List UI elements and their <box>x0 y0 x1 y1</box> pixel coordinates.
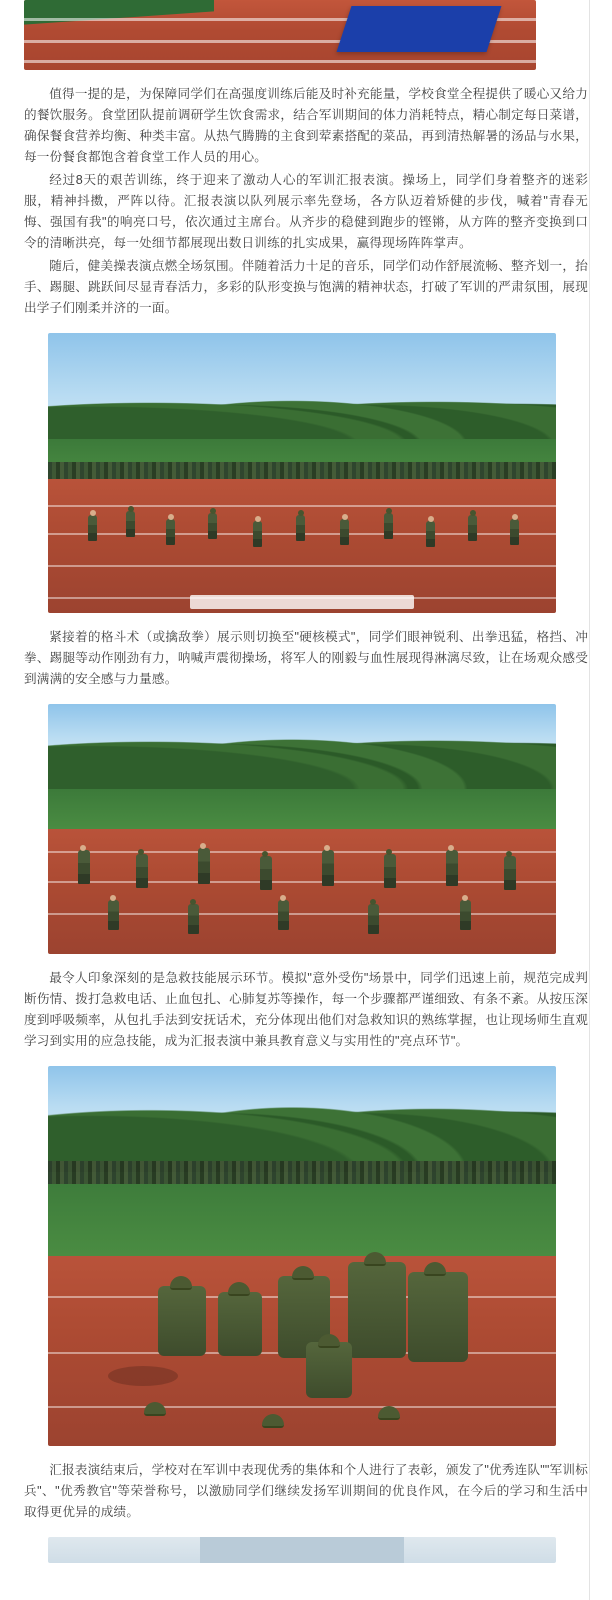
photo-banner <box>190 595 414 609</box>
paragraph-3: 随后，健美操表演点燃全场氛围。伴随着活力十足的音乐，同学们动作舒展流畅、整齐划一，抬手、踢腿、跳跃间尽显青春活力，多彩的队形变换与饱满的精神状态，打破了军训的严肃氛围，展现出学子们刚柔并济的一面。 <box>24 259 588 315</box>
photo-combat-skills <box>48 704 556 954</box>
photo-report-performance <box>48 333 556 613</box>
paragraph-6: 汇报表演结束后，学校对在军训中表现优秀的集体和个人进行了表彰，颁发了"优秀连队""军训标兵"、"优秀教官"等荣誉称号，以激励同学们继续发扬军训期间的优良作风，在今后的学习和生活中取得更优异的成绩。 <box>24 1463 588 1519</box>
figure-track-top <box>24 0 536 70</box>
student-figure <box>368 904 379 934</box>
photo-running-track-partial <box>24 0 536 70</box>
student-first-aid-figure <box>408 1272 468 1362</box>
student-first-aid-figure <box>348 1262 406 1358</box>
lane-line <box>48 565 556 567</box>
student-figure <box>208 513 217 539</box>
right-column-rule <box>589 0 590 1600</box>
student-figure <box>468 515 477 541</box>
paragraph-4: 紧接着的格斗术（或擒敌拳）展示则切换至"硬核模式"，同学们眼神锐利、出拳迅猛，格挡、冲拳、踢腿等动作刚劲有力，呐喊声震彻操场，将军人的刚毅与血性展现得淋漓尽致，让在场观众感受到满满的安全感与力量感。 <box>24 630 588 686</box>
sports-field <box>48 789 556 829</box>
student-figure <box>136 854 148 888</box>
figure-report-performance <box>48 333 556 613</box>
paragraph-5: 最令人印象深刻的是急救技能展示环节。模拟"意外受伤"场景中，同学们迅速上前，规范完成判断伤情、拨打急救电话、止血包扎、心肺复苏等操作，每一个步骤都严谨细致、有条不紊。从按压深度到呼吸频率，从包扎手法到安抚话术，充分体现出他们对急救知识的熟练掌握，也让现场师生直观学习到实用的应急技能，成为汇报表演中兼具教育意义与实用性的"亮点环节"。 <box>24 971 588 1048</box>
running-track <box>48 829 556 954</box>
article-content <box>24 0 588 1571</box>
student-figure <box>126 511 135 537</box>
treeline <box>48 1074 556 1173</box>
student-figure <box>188 904 199 934</box>
figure-first-aid <box>48 1066 556 1446</box>
student-figure <box>198 848 210 884</box>
text-block-3 <box>24 962 588 1058</box>
student-figure <box>278 900 289 930</box>
treeline <box>48 378 556 445</box>
text-block-2 <box>24 621 588 696</box>
student-figure <box>384 854 396 888</box>
figure-combat-skills <box>48 704 556 954</box>
figure-bottom-partial <box>48 1537 556 1563</box>
running-track <box>48 479 556 613</box>
student-figure <box>88 515 97 541</box>
sports-field <box>48 1172 556 1256</box>
photo-bottom-partial <box>48 1537 556 1563</box>
blue-mat <box>337 6 502 52</box>
lane-line <box>48 881 556 883</box>
student-first-aid-figure <box>218 1292 262 1356</box>
lane-line <box>48 851 556 853</box>
lane-line <box>48 913 556 915</box>
student-figure <box>426 521 435 547</box>
shadow <box>108 1366 178 1386</box>
student-figure <box>296 515 305 541</box>
student-figure <box>340 519 349 545</box>
student-figure <box>384 513 393 539</box>
text-block-4 <box>24 1454 588 1529</box>
student-figure <box>510 519 519 545</box>
lane-line <box>48 1406 556 1408</box>
student-figure <box>446 850 458 886</box>
lane-line <box>24 60 536 63</box>
student-figure <box>166 519 175 545</box>
student-figure <box>108 900 119 930</box>
lane-line <box>48 505 556 507</box>
student-figure <box>260 856 272 890</box>
photo-first-aid <box>48 1066 556 1446</box>
student-figure <box>504 856 516 890</box>
paragraph-2: 经过8天的艰苦训练，终于迎来了激动人心的军训汇报表演。操场上，同学们身着整齐的迷彩服，精神抖擞，严阵以待。汇报表演以队列展示率先登场，各方队迈着矫健的步伐，喊着"青春无悔、强国有我"的响亮口号，依次通过主席台。从齐步的稳健到跑步的铿锵，从方阵的整齐变换到口令的清晰洪亮，每一处细节都展现出数日训练的扎实成果，赢得现场阵阵掌声。 <box>24 173 588 250</box>
photo-band <box>200 1537 403 1563</box>
student-figure <box>253 521 262 547</box>
treeline <box>48 714 556 789</box>
student-figure <box>322 850 334 886</box>
text-block-1 <box>24 78 588 325</box>
student-figure <box>460 900 471 930</box>
crowd-of-students <box>48 1161 556 1184</box>
paragraph-1: 值得一提的是，为保障同学们在高强度训练后能及时补充能量，学校食堂全程提供了暖心又给力的餐饮服务。食堂团队提前调研学生饮食需求，结合军训期间的体力消耗特点，精心制定每日菜谱，确保餐食营养均衡、种类丰富。从热气腾腾的主食到荤素搭配的菜品，再到清热解暑的汤品与水果，每一份餐食都饱含着食堂工作人员的用心。 <box>24 87 588 164</box>
student-first-aid-figure <box>306 1342 352 1398</box>
student-first-aid-figure <box>158 1286 206 1356</box>
student-figure <box>78 850 90 884</box>
